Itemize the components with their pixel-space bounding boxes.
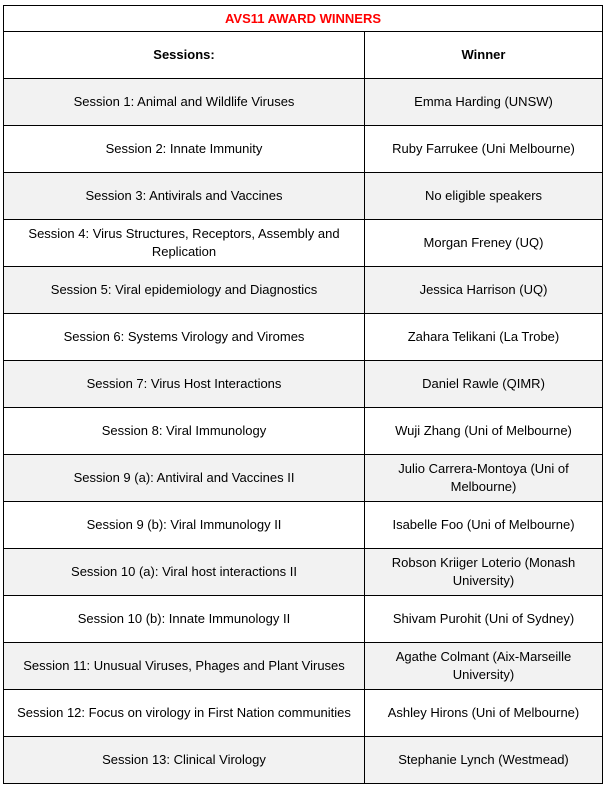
winner-cell: Robson Kriiger Loterio (Monash University) — [365, 549, 603, 596]
winner-cell: Julio Carrera-Montoya (Uni of Melbourne) — [365, 455, 603, 502]
table-title: AVS11 AWARD WINNERS — [4, 6, 603, 32]
session-cell: Session 9 (b): Viral Immunology II — [4, 502, 365, 549]
table-row — [4, 737, 603, 784]
table-row — [4, 267, 603, 314]
session-cell: Session 4: Virus Structures, Receptors, Assembly and Replication — [4, 220, 365, 267]
session-cell: Session 13: Clinical Virology — [4, 737, 365, 784]
table-row — [4, 643, 603, 690]
table-row — [4, 455, 603, 502]
winner-cell: Daniel Rawle (QIMR) — [365, 361, 603, 408]
table-row — [4, 596, 603, 643]
winner-cell: Wuji Zhang (Uni of Melbourne) — [365, 408, 603, 455]
session-cell: Session 1: Animal and Wildlife Viruses — [4, 79, 365, 126]
session-cell: Session 2: Innate Immunity — [4, 126, 365, 173]
winner-cell: Jessica Harrison (UQ) — [365, 267, 603, 314]
winner-column-header: Winner — [365, 32, 603, 79]
session-cell: Session 8: Viral Immunology — [4, 408, 365, 455]
table-row — [4, 220, 603, 267]
session-cell: Session 9 (a): Antiviral and Vaccines II — [4, 455, 365, 502]
table-row — [4, 79, 603, 126]
winner-cell: Emma Harding (UNSW) — [365, 79, 603, 126]
session-cell: Session 10 (a): Viral host interactions II — [4, 549, 365, 596]
winner-cell: Ashley Hirons (Uni of Melbourne) — [365, 690, 603, 737]
winner-cell: Shivam Purohit (Uni of Sydney) — [365, 596, 603, 643]
session-cell: Session 3: Antivirals and Vaccines — [4, 173, 365, 220]
session-cell: Session 5: Viral epidemiology and Diagnostics — [4, 267, 365, 314]
winner-cell: Zahara Telikani (La Trobe) — [365, 314, 603, 361]
winner-cell: No eligible speakers — [365, 173, 603, 220]
header-row — [4, 32, 603, 79]
table-row — [4, 549, 603, 596]
session-cell: Session 6: Systems Virology and Viromes — [4, 314, 365, 361]
table-row — [4, 126, 603, 173]
winner-cell: Isabelle Foo (Uni of Melbourne) — [365, 502, 603, 549]
award-winners-table — [3, 5, 603, 784]
session-cell: Session 12: Focus on virology in First Nation communities — [4, 690, 365, 737]
winner-cell: Ruby Farrukee (Uni Melbourne) — [365, 126, 603, 173]
table-row — [4, 502, 603, 549]
award-rows — [4, 79, 603, 784]
table-row — [4, 690, 603, 737]
session-cell: Session 7: Virus Host Interactions — [4, 361, 365, 408]
table-row — [4, 173, 603, 220]
winner-cell: Morgan Freney (UQ) — [365, 220, 603, 267]
sessions-column-header: Sessions: — [4, 32, 365, 79]
table-row — [4, 361, 603, 408]
winner-cell: Agathe Colmant (Aix-Marseille University) — [365, 643, 603, 690]
table-row — [4, 408, 603, 455]
table-row — [4, 314, 603, 361]
title-row — [4, 6, 603, 32]
session-cell: Session 11: Unusual Viruses, Phages and Plant Viruses — [4, 643, 365, 690]
winner-cell: Stephanie Lynch (Westmead) — [365, 737, 603, 784]
session-cell: Session 10 (b): Innate Immunology II — [4, 596, 365, 643]
